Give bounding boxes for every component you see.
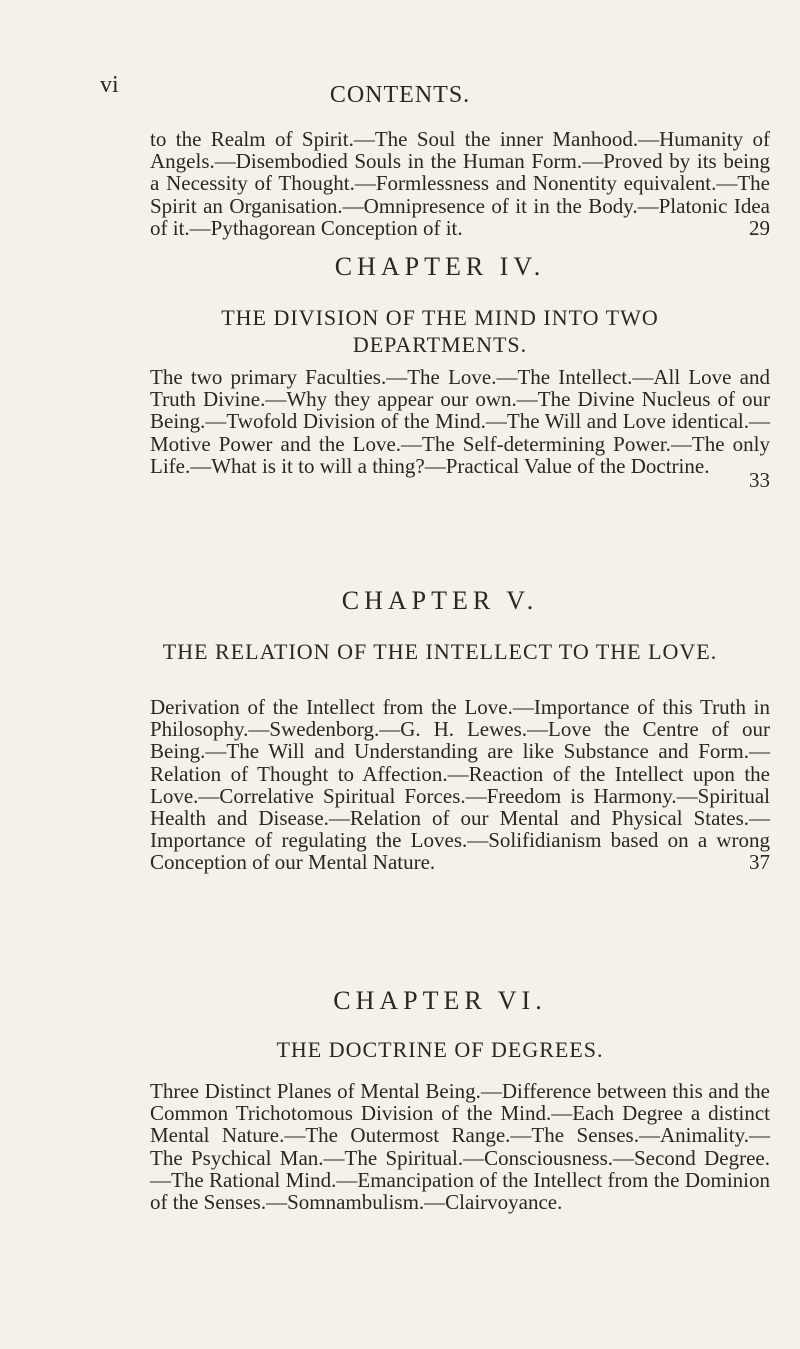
page-number: vi (100, 72, 119, 98)
chapter-title-iv: THE DIVISION OF THE MIND INTO TWO DEPARTMENTS. (221, 305, 659, 357)
chapter-title-vi: THE DOCTRINE OF DEGREES. (276, 1037, 604, 1062)
contents-entry-ch3-tail (150, 128, 770, 239)
chapter-heading-iv: CHAPTER IV. (334, 252, 546, 281)
page-ref: 37 (749, 850, 770, 875)
chapter-heading-vi: CHAPTER VI. (333, 986, 547, 1015)
entry-text: Derivation of the Intellect from the Love.—Importance of this Truth in Philosophy.—Swedenborg.—G. H. Lewes.—Love the Centre of our Being.—The Will and Understanding are like Substance and Form.—Relation of Thought to Affection.—Reaction of the Intellect upon the Love.—Correlative Spiritual Forces.—Freedom is Harmony.—Spiritual Health and Disease.—Relation of our Mental and Physical States.—Importance of regulating the Loves.—Solifidianism based on a wrong Conception of our Mental Nature. (150, 695, 770, 875)
entry-text: Three Distinct Planes of Mental Being.—Difference between this and the Common Trichotomous Division of the Mind.—Each Degree a distinct Mental Nature.—The Outermost Range.—The Senses.—Animality.—The Psychical Man.—The Spiritual.—Consciousness.—Second Degree.—The Rational Mind.—Emancipation of the Intellect from the Dominion of the Senses.—Somnambulism.—Clairvoyance. (150, 1079, 770, 1215)
running-title: CONTENTS. (329, 82, 471, 108)
contents-entry-ch5 (150, 696, 770, 874)
contents-entry-ch6 (150, 1080, 770, 1213)
chapter-heading-v: CHAPTER V. (341, 586, 539, 615)
page-ref: 33 (749, 467, 770, 492)
entry-text: to the Realm of Spirit.—The Soul the inner Manhood.—Humanity of Angels.—Disembodied Souls in the Human Form.—Proved by its being a Necessity of Thought.—Formlessness and Nonentity equivalent.—The Spirit an Organisation.—Omnipresence of it in the Body.—Platonic Idea of it.—Pythagorean Conception of it. (150, 127, 770, 240)
page-ref: 29 (749, 215, 770, 240)
contents-entry-ch4 (150, 366, 770, 491)
entry-text: The two primary Faculties.—The Love.—The Intellect.—All Love and Truth Divine.—Why they appear our own.—The Divine Nucleus of our Being.—Twofold Division of the Mind.—The Will and Love identical.—Motive Power and the Love.—The Self-determining Power.—The only Life.—What is it to will a thing?—Practical Value of the Doctrine. (150, 365, 770, 478)
chapter-title-v: THE RELATION OF THE INTELLECT TO THE LOVE. (162, 639, 718, 664)
